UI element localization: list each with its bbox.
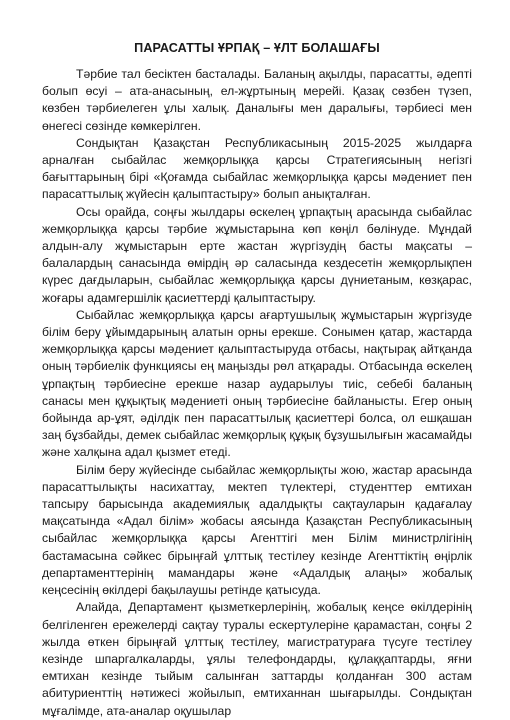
paragraph-6: Алайда, Департамент қызметкерлерінің, жобалық кеңсе өкілдерінің белгіленген ережелерді сақтау туралы ескертулеріне қарамастан, соңғы 2 жылда өткен бірыңғай ұлттық тестілеу, магистратураға түсуге тестілеу кезінде шпаргалкаларды, ұялы телефондарды, құлаққаптарды, яғни емтихан кезінде тыйым салынған заттарды қолданған 300 астам абитуриенттің нәтижесі жойылып, емтиханнан шығарылды. Сондықтан мұғалімде, ата-аналар оқушылар: [42, 600, 472, 718]
document-title: ПАРАСАТТЫ ҰРПАҚ – ҰЛТ БОЛАШАҒЫ: [134, 41, 380, 55]
paragraph-5: Білім беру жүйесінде сыбайлас жемқорлықты жою, жастар арасында парасаттылықты насихаттау, мектеп түлектері, студенттер емтихан тапсыру барысында академиялық адалдықты сақтауларын қадағалау мақсатында «Адал білім» жобасы аясында Қазақстан Республикасының сыбайлас жемқорлыққа қарсы Агенттігі мен Білім министрлігінің бастамасына сәйкес бірыңғай ұлттық тестілеу кезінде Агенттіктің өңірлік департаменттерінің мамандары және «Адалдық алаңы» жобалық кеңсесінің өкілдері бақылаушы ретінде қатысуда.: [42, 462, 472, 598]
paragraph-1: Тәрбие тал бесіктен басталады. Баланың ақылды, парасатты, әдепті болып өсуі – ата-анасының, ел-жұртының мерейі. Қазақ сөзбен түзеп, көзбен тәрбиелеген ұлы халық. Даналығы мен даралығы, тәрбиесі мен өнегесі сөзінде көмкерілген.: [42, 67, 472, 133]
paragraph-4: Сыбайлас жемқорлыққа қарсы ағартушылық жұмыстарын жүргізуде білім беру ұйымдарының алатын орны ерекше. Сонымен қатар, жастарда жемқорлыққа қарсы мәдениет қалыптастыруда отбасы, нақтырақ айтқанда оның тәрбиелік функциясы ең маңызды рөл атқарады. Отбасында өскелең ұрпақтың тәрбиесіне ерекше назар аударылуы тиіс, себебі баланың санасы мен құқықтық мәдениеті оның тәрбиесіне байланысты. Егер оның бойында ар-ұят, әділдік пен парасаттылық қасиеттері болса, ол ешқашан заң бұзбайды, демек сыбайлас жемқорлық құқық бұзушылығын жасамайды және халқына адал қызмет етеді.: [42, 307, 472, 460]
paragraph-2: Сондықтан Қазақстан Республикасының 2015-2025 жылдарға арналған сыбайлас жемқорлыққа қарсы Стратегиясының негізгі бағыттарының бірі «Қоғамда сыбайлас жемқорлыққа қарсы мәдениет пен парасаттылық жүйесін қалыптастыру» болып анықталған.: [42, 135, 472, 202]
paragraph-3: Осы орайда, соңғы жылдары өскелең ұрпақтың арасында сыбайлас жемқорлыққа қарсы тәрбие жұмыстарына көп көңіл бөлінуде. Мұндай алдын-алу жұмыстарын ерте жастан жүргізудің басты мақсаты – балалардың санасында өмірдің әр саласында кездесетін жемқорлықпен күрес дағдыларын, сыбайлас жемқорлыққа қарсы дүниетаным, көзқарас, жоғары адамгершілік қасиеттерді қалыптастыру.: [42, 204, 472, 305]
